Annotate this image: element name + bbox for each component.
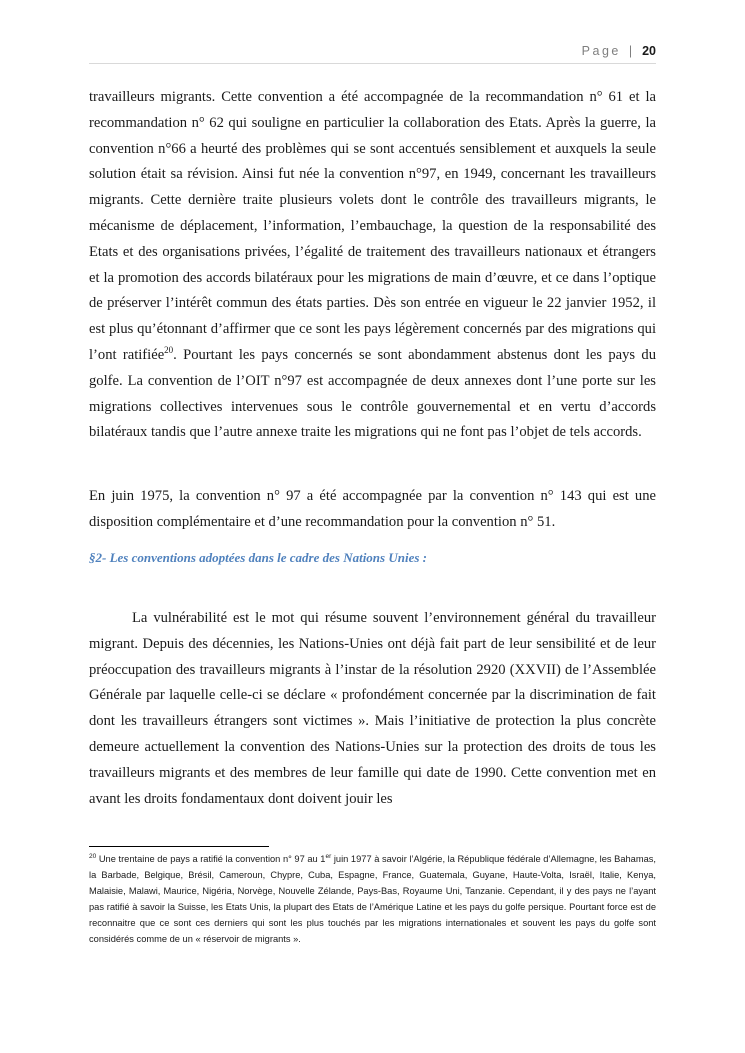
footnote — [89, 851, 656, 948]
footnote-text: Une trentaine de pays a ratifié la convention n° 97 au 1 — [96, 854, 326, 864]
paragraph-3 — [89, 606, 656, 812]
footnote-reference[interactable]: 20 — [164, 345, 174, 356]
paragraph-2 — [89, 484, 656, 536]
paragraph-1-text: travailleurs migrants. Cette convention a été accompagnée de la recommandation n° 61 et la recommandation n° 62 qui souligne en particulier la collaboration des Etats. Après la guerre, la convention n°66 a heurté des problèmes qui se sont accentués sensiblement et auxquels la seule solution était sa révision. Ainsi fut née la convention n°97, en 1949, concernant les travailleurs migrants. Cette dernière traite plusieurs volets dont le contrôle des travailleurs migrants, le mécanisme de déplacement, l’information, l’embauchage, la question de la responsabilité des Etats et des organisations privées, l’égalité de traitement des travailleurs nationaux et étrangers et la promotion des accords bilatéraux pour les migrations de main d’œuvre, et ce dans l’optique de préserver l’intérêt commun des états parties. Dès son entrée en vigueur le 22 janvier 1952, il est plus qu’étonnant d’affirmer que ce sont les pays légèrement concernés par des migrations qui l’ont ratifiée — [89, 89, 656, 363]
paragraph-2-text: En juin 1975, la convention n° 97 a été accompagnée par la convention n° 143 qui est une disposition complémentaire et d’une recommandation pour la convention n° 51. — [89, 488, 656, 530]
paragraph-3-text: La vulnérabilité est le mot qui résume souvent l’environnement général du travailleur migrant. Depuis des décennies, les Nations-Unies ont déjà fait part de leur sensibilité et de leur préoccupation des travailleurs migrants à l’instar de la résolution 2920 (XXVII) de l’Assemblée Générale par laquelle celle-ci se déclare « profondément concernée par la discrimination de fait dont les travailleurs étrangers sont victimes ». Mais l’initiative de protection la plus concrète demeure actuellement la convention des Nations-Unies sur la protection des droits de tous les travailleurs migrants et des membres de leur famille qui date de 1990. Cette convention met en avant les droits fondamentaux dont doivent jouir les — [89, 610, 656, 807]
header-separator: | — [628, 44, 633, 58]
section-heading: §2- Les conventions adoptées dans le cadre des Nations Unies : — [89, 550, 427, 565]
page-number: 20 — [642, 44, 656, 58]
header-divider — [89, 63, 656, 64]
footnote-number: 20 — [89, 852, 97, 860]
footnote-text-continuation: juin 1977 à savoir l’Algérie, la République fédérale d’Allemagne, les Bahamas, la Barbade, Belgique, Brésil, Cameroun, Chypre, Cuba, Espagne, France, Guatemala, Guyane, Haute-Volta, Israël, Italie, Kenya, Malaisie, Malawi, Maurice, Nigéria, Norvège, Nouvelle Zélande, Pays-Bas, Royaume Uni, Tanzanie. Cependant, il y des pays ne l’ayant pas ratifié à savoir la Suisse, les Etats Unis, la plupart des Etats de l’Amérique Latine et les pays du golfe persique. Pourtant force est de reconnaitre que ce sont ces derniers qui sont les plus touchés par les migrations internationales et souvent les pays du golfe sont considérés comme de un « réservoir de migrants ». — [89, 854, 656, 945]
page-header — [582, 44, 656, 58]
paragraph-1 — [89, 85, 656, 446]
page-label: Page — [581, 44, 621, 58]
footnote-ordinal: er — [325, 852, 332, 860]
footnote-divider — [89, 846, 269, 847]
paragraph-1-continuation: . Pourtant les pays concernés se sont abondamment abstenus dont les pays du golfe. La convention de l’OIT n°97 est accompagnée de deux annexes dont l’une porte sur les migrations collectives intervenues sous le contrôle gouvernemental et en vertu d’accords bilatéraux tandis que l’autre annexe traite les migrations qui ne font pas l’objet de tels accords. — [89, 346, 656, 441]
